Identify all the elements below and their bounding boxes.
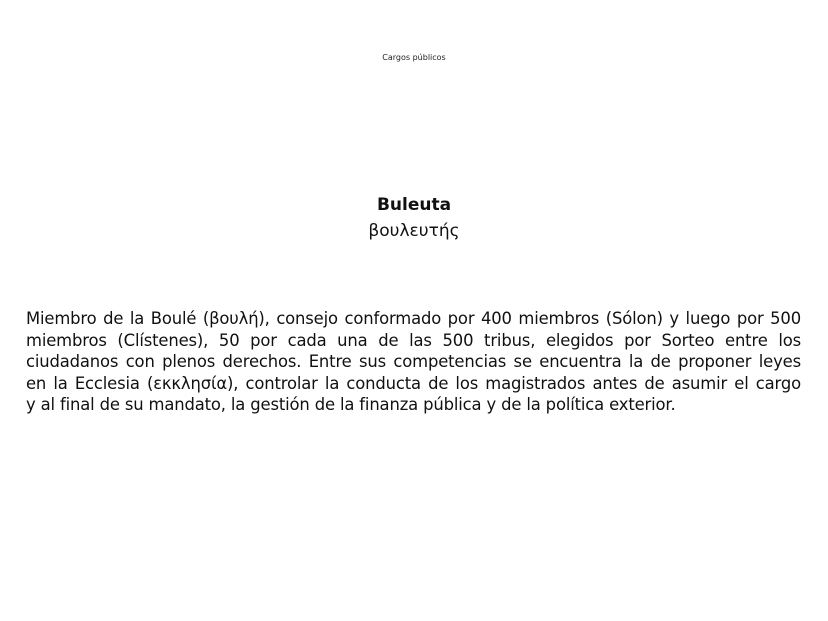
entry-body-paragraph [26,308,801,416]
body-line-3: ciudadanos con plenos derechos. Entre sus competencias se encuentra la de proponer leyes [26,352,801,372]
entry-greek-term: βουλευτής [368,221,460,241]
entry-title: Buleuta [376,195,452,215]
body-line-5: y al final de su mandato, la gestión de la finanza pública y de la política exterior. [26,395,676,415]
page-header-label: Cargos públicos [382,53,446,62]
body-line-2: miembros (Clístenes), 50 por cada una de las 500 tribus, elegidos por Sorteo entre los [26,330,801,350]
body-line-4: en la Ecclesia (εκκλησία), controlar la conducta de los magistrados antes de asumir el cargo [26,373,801,393]
body-line-1: Miembro de la Boulé (βουλή), consejo conformado por 400 miembros (Sólon) y luego por 500 [26,309,801,328]
